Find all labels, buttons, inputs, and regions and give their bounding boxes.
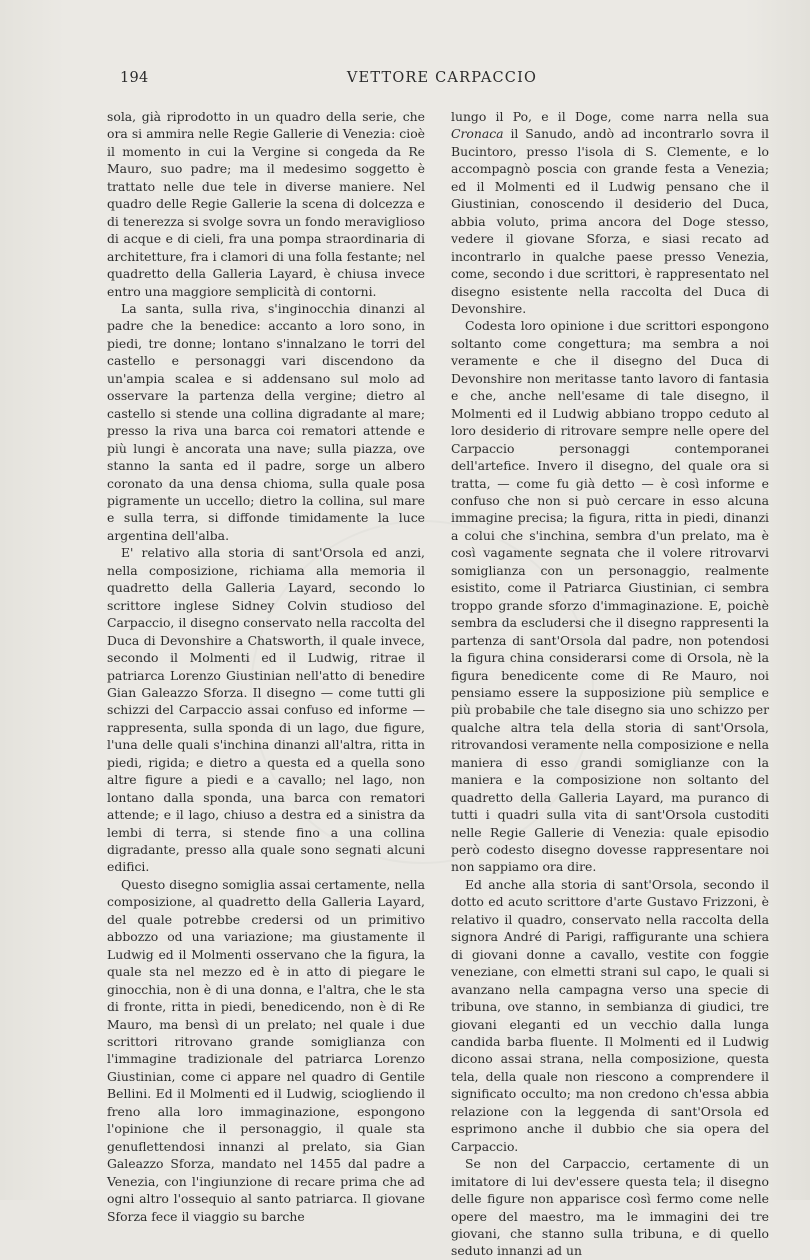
left-text-column [107,108,425,1225]
paragraph: Codesta loro opinione i due scrittori espongono soltanto come congettura; ma sembra a noi veramente e che il disegno del Duca di Devonshire non meritasse tanto lavoro di fantasia e che, anche nell'esame di tale disegno, il Molmenti ed il Ludwig abbiano troppo ceduto al loro desiderio di ritrovare sempre nelle opere del Carpaccio personaggi contemporanei dell'artefice. Invero il disegno, del quale ora si tratta, — come fu già detto — è così informe e confuso che non si può cercare in esso alcuna immagine precisa; la figura, ritta in piedi, dinanzi a colui che s'inchina, sembra d'un prelato, ma è così vagamente segnata che il volere ritrovarvi somiglianza con un personaggio, realmente esistito, come il Patriarca Giustinian, ci sembra troppo grande sforzo d'immaginazione. E, poichè sembra da escludersi che il disegno rappresenti la partenza di sant'Orsola dal padre, non potendosi la figura china considerarsi come di Orsola, nè la figura benedicente come di Re Mauro, noi pensiamo essere la supposizione più semplice e più probabile che tale disegno sia uno schizzo per qualche altra tela della storia di sant'Orsola, ritrovandosi veramente nella composizione e nella maniera di esso grandi somiglianze con la maniera e la composizione non soltanto del quadretto della Galleria Layard, ma puranco di tutti i quadri sulla vita di sant'Orsola custoditi nelle Regie Gallerie di Venezia: quale episodio però codesto disegno dovesse rappresentare noi non sappiamo ora dire. [451,318,769,875]
paragraph: La santa, sulla riva, s'inginocchia dinanzi al padre che la benedice: accanto a loro sono, in piedi, tre donne; lontano s'innalzano le torri del castello e personaggi vari discendono da un'ampia scalea e si addensano sul molo ad osservare la partenza della vergine; dietro al castello si stende una collina digradante al mare; presso la riva una barca coi rematori attende e più lungi è ancorata una nave; sulla piazza, ove stanno la santa ed il padre, sorge un albero coronato da una densa chioma, sulla quale posa pigramente un uccello; dietro la collina, sul mare e sulla terra, si diffonde timidamente la luce argentina dell'alba. [107,300,425,543]
running-title: VETTORE CARPACCIO [346,70,538,86]
text-run: lungo il Po, e il Doge, come narra nella sua [451,109,769,124]
italic-title: Cronaca [451,126,504,142]
paragraph [451,108,769,317]
page-header [107,70,777,94]
right-text-column [451,108,769,1260]
paragraph: Se non del Carpaccio, certamente di un imitatore di lui dev'essere questa tela; il disegno delle figure non apparisce così fermo come nelle opere del maestro, ma le immagini dei tre giovani, che stanno sulla tribuna, e di quello seduto innanzi ad un [451,1156,769,1259]
page-number: 194 [120,70,149,86]
paragraph: Questo disegno somiglia assai certamente, nella composizione, al quadretto della Galleria Layard, del quale potrebbe credersi od un primitivo abbozzo od una variazione; ma giustamente il Ludwig ed il Molmenti osservano che la figura, la quale sta nel mezzo ed è in atto di piegare le ginocchia, non è di una donna, e l'altra, che le sta di fronte, ritta in piedi, benedicendo, non è di Re Mauro, ma bensì di un prelato; nel quale i due scrittori ritrovano grande somiglianza con l'immagine tradizionale del patriarca Lorenzo Giustinian, come ci appare nel quadro di Gentile Bellini. Ed il Molmenti ed il Ludwig, sciogliendo il freno alla loro immaginazione, espongono l'opinione che il personaggio, il quale sta genuflettendosi innanzi al prelato, sia Gian Galeazzo Sforza, mandato nel 1455 dal padre a Venezia, con l'ingiunzione di recare prima che ad ogni altro l'ossequio al santo patriarca. Il giovane Sforza fece il viaggio su barche [107,876,425,1224]
text-run: il Sanudo, andò ad incontrarlo sovra il Bucintoro, presso l'isola di S. Clemente, e lo accompagnò poscia con grande festa a Venezia; ed il Molmenti ed il Ludwig pensano che il Giustinian, conoscendo il desiderio del Duca, abbia voluto, prima ancora del Doge stesso, vedere il giovane Sforza, e siasi recato ad incontrarlo in qualche paese presso Venezia, come, secondo i due scrittori, è rappresentato nel disegno esistente nella raccolta del Duca di Devonshire. [451,126,769,316]
paragraph: sola, già riprodotto in un quadro della serie, che ora si ammira nelle Regie Gallerie di Venezia: cioè il momento in cui la Vergine si congeda da Re Mauro, suo padre; ma il medesimo soggetto è trattato nelle due tele in diverse maniere. Nel quadro delle Regie Gallerie la scena di dolcezza e di tenerezza si svolge sovra un fondo meraviglioso di acque e di cieli, fra una pompa straordinaria di architetture, fra i clamori di una folla festante; nel quadretto della Galleria Layard, è chiusa invece entro una maggiore semplicità di contorni. [107,109,425,299]
paragraph: E' relativo alla storia di sant'Orsola ed anzi, nella composizione, richiama alla memoria il quadretto della Galleria Layard, secondo lo scrittore inglese Sidney Colvin studioso del Carpaccio, il disegno conservato nella raccolta del Duca di Devonshire a Chatsworth, il quale invece, secondo il Molmenti ed il Ludwig, ritrae il patriarca Lorenzo Giustinian nell'atto di benedire Gian Galeazzo Sforza. Il disegno — come tutti gli schizzi del Carpaccio assai confuso ed informe — rappresenta, sulla sponda di un lago, due figure, l'una delle quali s'inchina dinanzi all'altra, ritta in piedi, rigida; e dietro a questa ed a quella sono altre figure a piedi e a cavallo; nel lago, non lontano dalla sponda, una barca con rematori attende; e il lago, chiuso a destra ed a sinistra da lembi di terra, si stende fino a una collina digradante, presso alla quale sono segnati alcuni edifici. [107,545,425,875]
paragraph: Ed anche alla storia di sant'Orsola, secondo il dotto ed acuto scrittore d'arte Gustavo Frizzoni, è relativo il quadro, conservato nella raccolta della signora André di Parigi, raffigurante una schiera di giovani donne a cavallo, vestite con foggie veneziane, con elmetti strani sul capo, le quali si avanzano nella campagna verso una specie di tribuna, ove stanno, in sembianza di giudici, tre giovani eleganti ed un vecchio dalla lunga candida barba fluente. Il Molmenti ed il Ludwig dicono assai strana, nella composizione, questa tela, della quale non riescono a comprendere il significato occulto; ma non credono ch'essa abbia relazione con la leggenda di sant'Orsola ed esprimono anche il dubbio che sia opera del Carpaccio. [451,876,769,1154]
